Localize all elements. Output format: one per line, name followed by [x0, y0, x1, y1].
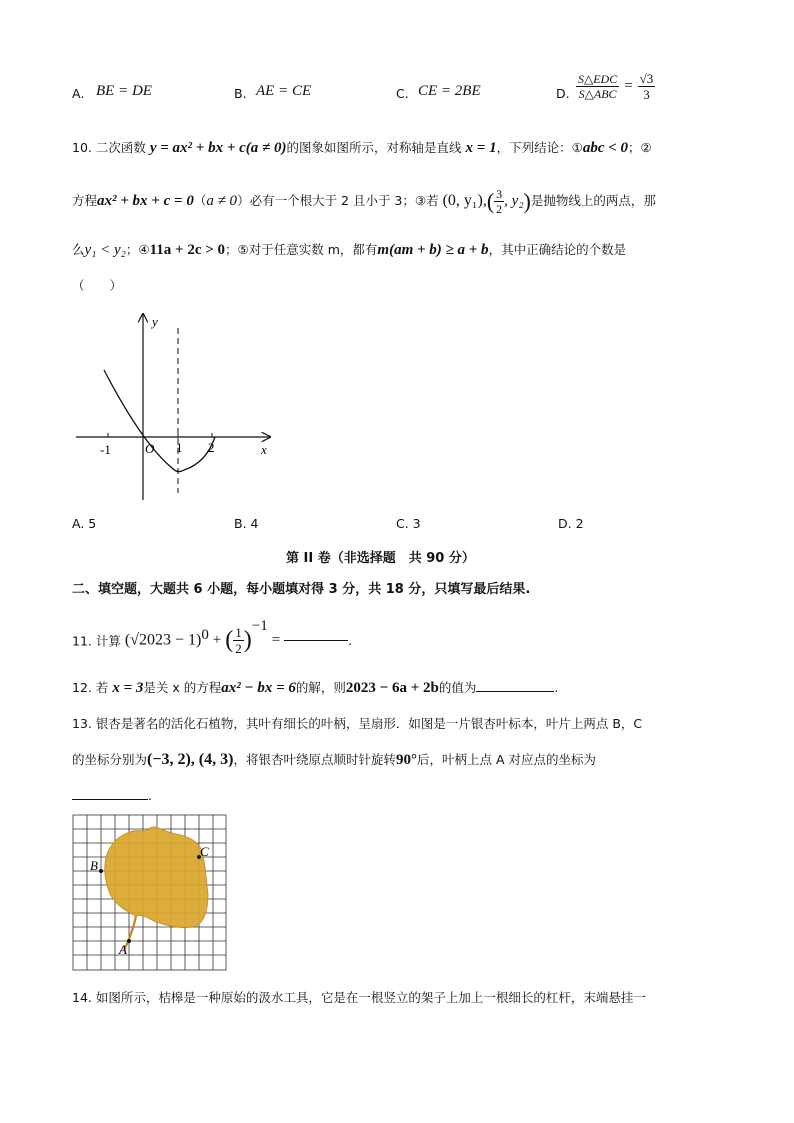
q10-text: ；② [628, 140, 652, 155]
q11-answer-blank[interactable] [284, 640, 348, 641]
ratio-denominator: S△ABC [578, 87, 617, 101]
q10-axis: x = 1 [465, 140, 497, 156]
parabola-graph [72, 308, 282, 508]
q10-answer-parens: （ ） [72, 278, 123, 293]
q13-text: 后，叶柄上点 A 对应点的坐标为 [416, 752, 596, 767]
q10-text: ）必有一个根大于 2 且小于 3；③若 [237, 193, 439, 208]
q9-option-c-label: C. [396, 86, 409, 101]
q13-answer-blank[interactable] [72, 799, 148, 800]
tick-minus-1: -1 [100, 442, 111, 457]
q12-text: 的值为 [438, 680, 477, 695]
q13-coordinates: (−3, 2), (4, 3) [147, 751, 234, 768]
label-a: A [119, 942, 127, 957]
label-c: C [200, 844, 209, 859]
q10-point-1: (0, y₁), [442, 192, 487, 209]
section-2-title: 第 II 卷（非选择题 共 90 分） [286, 551, 475, 566]
q11-equals: = [271, 632, 281, 648]
frac-den: 2 [235, 641, 242, 656]
q11-prefix: 11. 计算 [72, 633, 121, 649]
q11-expression: (√2023 − 1) [124, 631, 202, 649]
q9-option-b-text: AE = CE [256, 83, 312, 99]
tick-1: 1 [176, 440, 183, 455]
q10-text: ；④ [125, 242, 150, 257]
q10-equation: ax² + bx + c = 0 [97, 193, 194, 209]
q10-conclusion-3: y₁ < y₂ [84, 242, 126, 258]
x-label: x [261, 442, 267, 457]
tick-2: 2 [208, 440, 215, 455]
q11-period: . [348, 633, 353, 648]
q13-line-1: 13. 银杏是著名的活化石植物，其叶有细长的叶柄，呈扇形．如图是一片银杏叶标本，叶片上两点 B，C [72, 716, 643, 731]
y-label: y [152, 314, 158, 329]
q9-option-d-label: D. [556, 86, 570, 101]
area-ratio-fraction [576, 73, 619, 100]
q10-text: ；⑤对于任意实数 m，都有 [225, 242, 378, 257]
q10-point-2-x [494, 188, 504, 215]
q11-half-fraction [233, 626, 244, 655]
q12-period: . [554, 680, 559, 695]
q10-option-b: B. 4 [234, 516, 259, 531]
q13-text: 的坐标分别为 [72, 752, 148, 767]
ginkgo-grid-figure [72, 814, 228, 972]
q10-text: ，其中正确结论的个数是 [488, 242, 627, 257]
q10-conclusion-5: m(am + b) ≥ a + b [377, 242, 489, 258]
frac-num: 3 [496, 187, 503, 201]
q11-exponent-minus-1: −1 [251, 618, 268, 634]
q10-option-a: A. 5 [72, 516, 97, 531]
q9-option-c-text: CE = 2BE [418, 83, 481, 99]
q10-conclusion-1: abc < 0 [582, 140, 629, 156]
sqrt3-numerator: √3 [639, 71, 654, 86]
q13-angle: 90° [395, 752, 417, 768]
q14-line-1: 14. 如图所示，桔槔是一种原始的汲水工具，它是在一根竖立的架子上加上一根细长的杠杆，末端悬挂一 [72, 990, 646, 1005]
q10-function: y = ax² + bx + c(a ≠ 0) [149, 140, 287, 156]
frac-den: 2 [496, 202, 503, 216]
q13-period: . [148, 788, 152, 803]
q12-text: 12. 若 [72, 680, 109, 695]
point-b [99, 869, 103, 873]
q12-equation: ax² − bx = 6 [221, 680, 296, 696]
q12-x-equals-3: x = 3 [112, 680, 144, 696]
q10-conclusion-4: 11a + 2c > 0 [149, 242, 226, 258]
q13-answer-line [72, 788, 152, 803]
q10-a-ne-0: a ≠ 0 [206, 193, 238, 209]
q10-text: 么 [72, 242, 85, 257]
origin-label: O [145, 441, 155, 456]
q10-text: （ [193, 193, 207, 208]
q11-exponent-0: 0 [201, 626, 209, 643]
q10-text: 的图象如图所示，对称轴是直线 [286, 140, 462, 155]
q10-point-2-y: , y₂ [504, 193, 524, 209]
q10-line-2: 方程ax² + bx + c = 0（a ≠ 0）必有一个根大于 2 且小于 3；③若 (0, y₁),( $\frac{3}{2}$ , y₂)是抛物线上的两点，那 [72, 187, 656, 216]
frac-num: 1 [235, 625, 242, 640]
ginkgo-leaf [105, 827, 208, 928]
q10-text: 10. 二次函数 [72, 140, 146, 155]
section-2-header: 二、填空题，大题共 6 小题，每小题填对得 3 分，共 18 分，只填写最后结果. [72, 582, 531, 597]
q12-text: 的解，则 [295, 680, 346, 695]
q9-option-b-label: B. [234, 86, 247, 101]
q9-option-d-formula: $\frac{\text{S△EDC}}{\text{S△ABC}}$ = $\frac{√3}{3}$ [578, 71, 654, 102]
q12-expression: 2023 − 6a + 2b [345, 680, 439, 696]
q9-option-a-label: A. [72, 86, 85, 101]
parabola-curve [104, 370, 215, 472]
q10-option-c: C. 3 [396, 516, 421, 531]
q13-text: ，将银杏叶绕原点顺时针旋转 [233, 752, 396, 767]
q10-line-3 [72, 240, 626, 259]
q11-plus: + [212, 632, 222, 648]
question-12 [72, 678, 558, 697]
label-b: B [90, 858, 98, 873]
q12-text: 是关 x 的方程 [143, 680, 222, 695]
q10-text: 方程 [72, 193, 98, 208]
point-a [127, 939, 131, 943]
q9-option-a-text: BE = DE [96, 83, 152, 99]
ratio-numerator: S△EDC [578, 72, 618, 86]
q10-option-d: D. 2 [558, 516, 584, 531]
question-11: 11. 计算 $(√2023 - 1)^0$ + ( $\frac{1}{2}$ )$^{-1}$ = . [72, 618, 353, 656]
sqrt3-denominator: 3 [643, 87, 650, 102]
q10-text: ，下列结论：① [496, 140, 583, 155]
q10-line-1 [72, 138, 652, 157]
sqrt3-fraction [638, 72, 656, 101]
q13-line-2 [72, 750, 596, 769]
q12-answer-blank[interactable] [476, 691, 554, 692]
q10-text: 是抛物线上的两点，那 [530, 193, 656, 208]
